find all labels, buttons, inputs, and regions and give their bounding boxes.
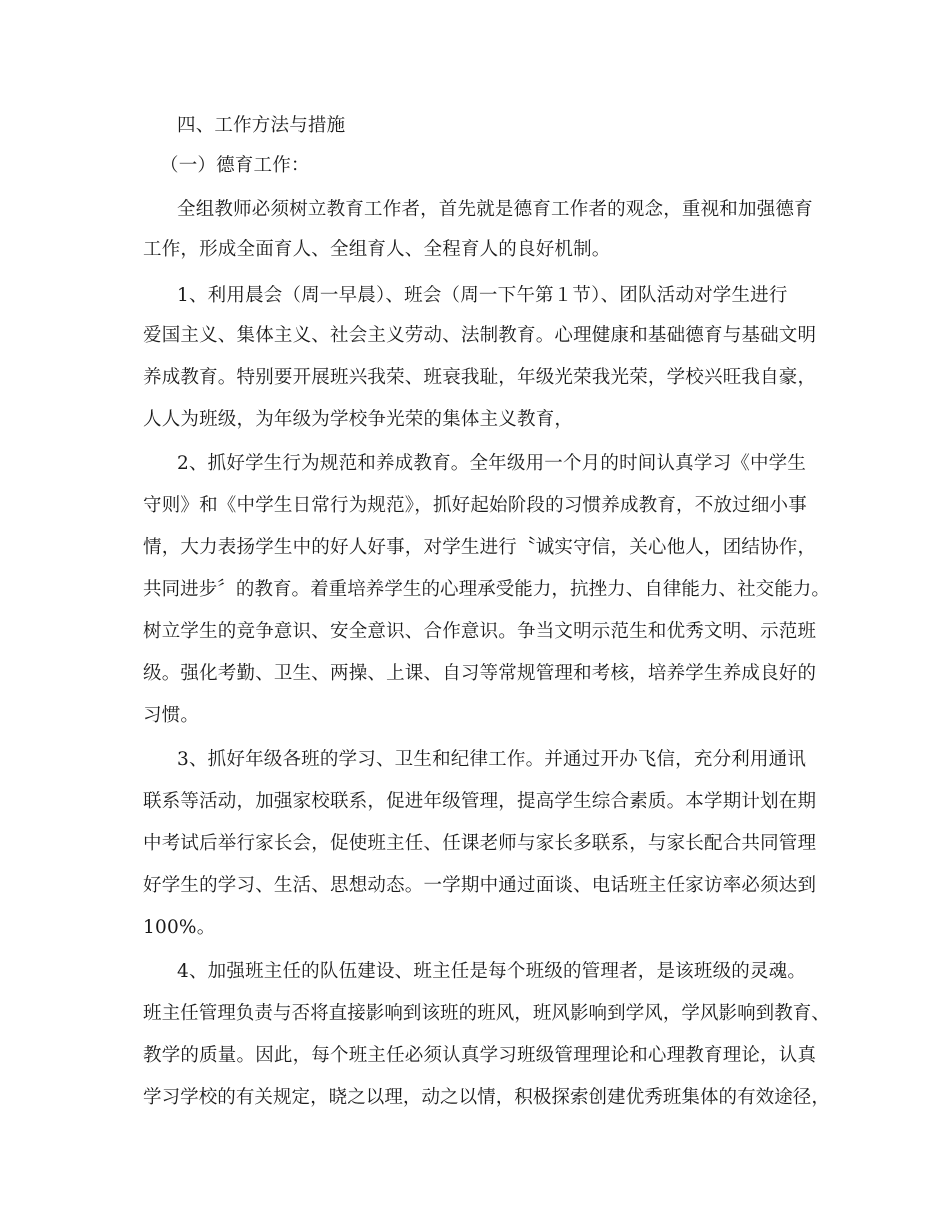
section-heading: 四、工作方法与措施 [177, 115, 346, 136]
paragraph-line: 树立学生的竞争意识、安全意识、合作意识。争当文明示范生和优秀文明、示范班 [143, 621, 817, 642]
paragraph-line: 教学的质量。因此，每个班主任必须认真学习班级管理理论和心理教育理论，认真 [143, 1045, 817, 1066]
paragraph-line: 学习学校的有关规定，晓之以理，动之以情，积极探索创建优秀班集体的有效途径， [143, 1087, 830, 1108]
paragraph-line: 联系等活动，加强家校联系，促进年级管理，提高学生综合素质。本学期计划在期 [143, 791, 817, 812]
paragraph-line: 100%。 [143, 917, 216, 938]
paragraph-line: 全组教师必须树立教育工作者，首先就是德育工作者的观念，重视和加强德育 [177, 199, 813, 220]
paragraph-line: 2、抓好学生行为规范和养成教育。全年级用一个月的时间认真学习《中学生 [177, 453, 807, 474]
paragraph-line: 中考试后举行家长会，促使班主任、任课老师与家长多联系，与家长配合共同管理 [143, 833, 817, 854]
paragraph-line: 人人为班级，为年级为学校争光荣的集体主义教育， [143, 409, 574, 430]
paragraph-line: 4、加强班主任的队伍建设、班主任是每个班级的管理者，是该班级的灵魂。 [177, 961, 807, 982]
paragraph-line: 习惯。 [143, 705, 200, 726]
paragraph-line: 情，大力表扬学生中的好人好事，对学生进行〝诚实守信，关心他人，团结协作， [143, 537, 817, 558]
paragraph-line: 班主任管理负责与否将直接影响到该班的班风，班风影响到学风，学风影响到教育、 [143, 1003, 830, 1024]
paragraph-line: 共同进步〞的教育。着重培养学生的心理承受能力，抗挫力、自律能力、社交能力。 [143, 579, 830, 600]
paragraph-line: 1、利用晨会（周一早晨）、班会（周一下午第１节）、团队活动对学生进行 [177, 285, 788, 306]
subsection-heading: （一）德育工作： [160, 155, 310, 176]
paragraph-line: 守则》和《中学生日常行为规范》，抓好起始阶段的习惯养成教育，不放过细小事 [143, 495, 807, 516]
paragraph-line: 工作，形成全面育人、全组育人、全程育人的良好机制。 [143, 239, 611, 260]
paragraph-line: 爱国主义、集体主义、社会主义劳动、法制教育。心理健康和基础德育与基础文明 [143, 325, 817, 346]
paragraph-line: 养成教育。特别要开展班兴我荣、班衰我耻，年级光荣我光荣，学校兴旺我自豪， [143, 367, 817, 388]
paragraph-line: 级。强化考勤、卫生、两操、上课、自习等常规管理和考核，培养学生养成良好的 [143, 663, 817, 684]
paragraph-line: 3、抓好年级各班的学习、卫生和纪律工作。并通过开办飞信，充分利用通讯 [177, 749, 807, 770]
paragraph-line: 好学生的学习、生活、思想动态。一学期中通过面谈、电话班主任家访率必须达到 [143, 875, 817, 896]
